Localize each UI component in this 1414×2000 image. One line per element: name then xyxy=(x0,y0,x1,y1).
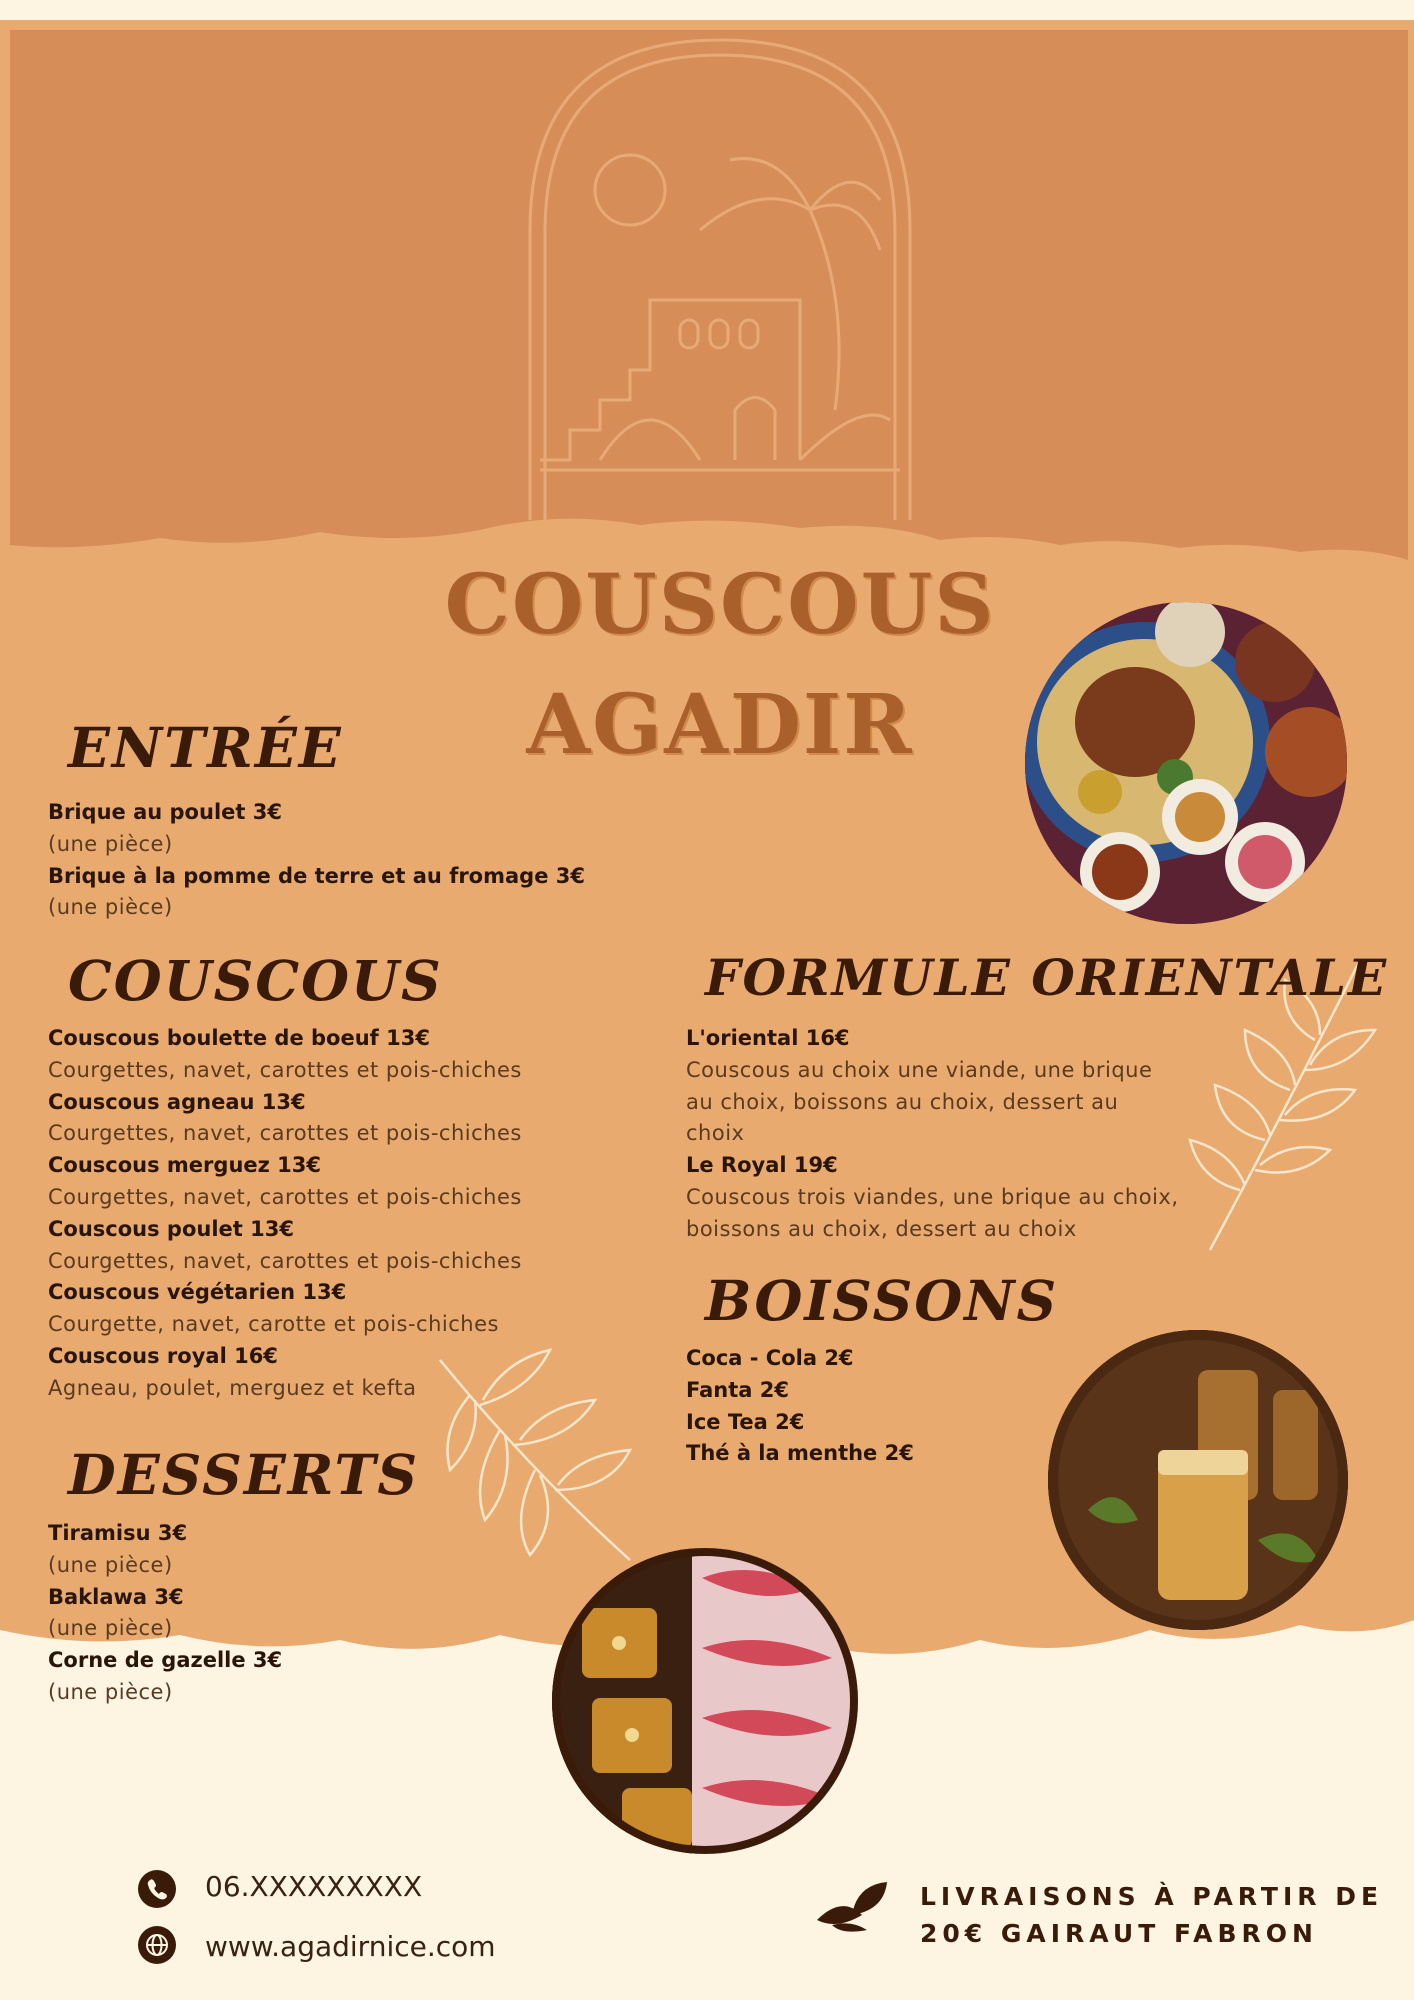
menu-item-name: Tiramisu 3€ xyxy=(48,1521,188,1545)
couscous-dish-photo xyxy=(1025,602,1347,924)
menu-item-name: L'oriental 16€ xyxy=(686,1026,850,1050)
menu-item-name: Couscous agneau 13€ xyxy=(48,1089,306,1114)
pastries-photo xyxy=(552,1548,858,1854)
menu-item-desc: (une pièce) xyxy=(48,831,173,856)
menu-item-desc: (une pièce) xyxy=(48,1552,173,1577)
menu-item-name: Baklawa 3€ xyxy=(48,1584,184,1609)
menu-item-desc: Couscous au choix une viande, une brique xyxy=(686,1057,1153,1082)
menu-item-desc: Courgettes, navet, carottes et pois-chiches xyxy=(48,1057,522,1082)
drink-item: Ice Tea 2€ xyxy=(686,1409,805,1434)
entree-heading: ENTRÉE xyxy=(68,715,343,780)
menu-item-desc: boissons au choix, dessert au choix xyxy=(686,1216,1077,1241)
menu-item-name: Le Royal 19€ xyxy=(686,1153,838,1178)
drink-item: Coca - Cola 2€ xyxy=(686,1346,854,1370)
mint-tea-photo xyxy=(1048,1330,1348,1630)
menu-item-name: Couscous merguez 13€ xyxy=(48,1153,321,1178)
globe-icon xyxy=(138,1926,176,1964)
couscous-heading: COUSCOUS xyxy=(68,948,443,1013)
formule-heading: FORMULE ORIENTALE xyxy=(705,948,1389,1007)
menu-item-name: Corne de gazelle 3€ xyxy=(48,1648,283,1673)
menu-item-desc: Courgettes, navet, carottes et pois-chiches xyxy=(48,1121,522,1146)
phone-icon xyxy=(138,1870,176,1908)
boissons-list xyxy=(686,1343,914,1470)
menu-item-name: Couscous poulet 13€ xyxy=(48,1216,294,1241)
entree-list xyxy=(48,797,585,924)
restaurant-title xyxy=(380,545,1060,785)
delivery-line-1: LIVRAISONS À PARTIR DE xyxy=(920,1882,1384,1911)
menu-item-desc: choix xyxy=(686,1121,745,1146)
delivery-line-2: 20€ GAIRAUT FABRON xyxy=(920,1919,1318,1948)
website-link[interactable]: www.agadirnice.com xyxy=(205,1930,496,1963)
drink-item: Fanta 2€ xyxy=(686,1377,789,1402)
leaf-icon xyxy=(812,1880,892,1940)
couscous-list xyxy=(48,1023,522,1405)
delivery-notice xyxy=(920,1878,1383,1952)
menu-item-name: Brique au poulet 3€ xyxy=(48,800,282,824)
menu-item-desc: Couscous trois viandes, une brique au choix, xyxy=(686,1184,1179,1209)
menu-item-desc: (une pièce) xyxy=(48,895,173,920)
menu-item-name: Couscous royal 16€ xyxy=(48,1343,278,1368)
menu-item-desc: Courgettes, navet, carottes et pois-chiches xyxy=(48,1184,522,1209)
menu-item-name: Brique à la pomme de terre et au fromage 3€ xyxy=(48,863,585,888)
title-line-1: COUSCOUS xyxy=(444,557,996,653)
menu-item-desc: au choix, boissons au choix, dessert au xyxy=(686,1089,1119,1114)
menu-item-desc: Courgettes, navet, carottes et pois-chiches xyxy=(48,1248,522,1273)
desserts-list xyxy=(48,1518,282,1709)
menu-item-desc: (une pièce) xyxy=(48,1616,173,1641)
menu-item-name: Couscous boulette de boeuf 13€ xyxy=(48,1026,430,1050)
phone-number: 06.XXXXXXXXX xyxy=(205,1870,423,1903)
drink-item: Thé à la menthe 2€ xyxy=(686,1441,914,1466)
title-line-2: AGADIR xyxy=(526,677,914,773)
menu-item-name: Couscous végétarien 13€ xyxy=(48,1280,347,1305)
boissons-heading: BOISSONS xyxy=(705,1268,1059,1333)
menu-item-desc: (une pièce) xyxy=(48,1679,173,1704)
menu-item-desc: Courgette, navet, carotte et pois-chiches xyxy=(48,1312,499,1337)
menu-item-desc: Agneau, poulet, merguez et kefta xyxy=(48,1375,417,1400)
desserts-heading: DESSERTS xyxy=(68,1442,420,1507)
formule-list xyxy=(686,1023,1179,1246)
